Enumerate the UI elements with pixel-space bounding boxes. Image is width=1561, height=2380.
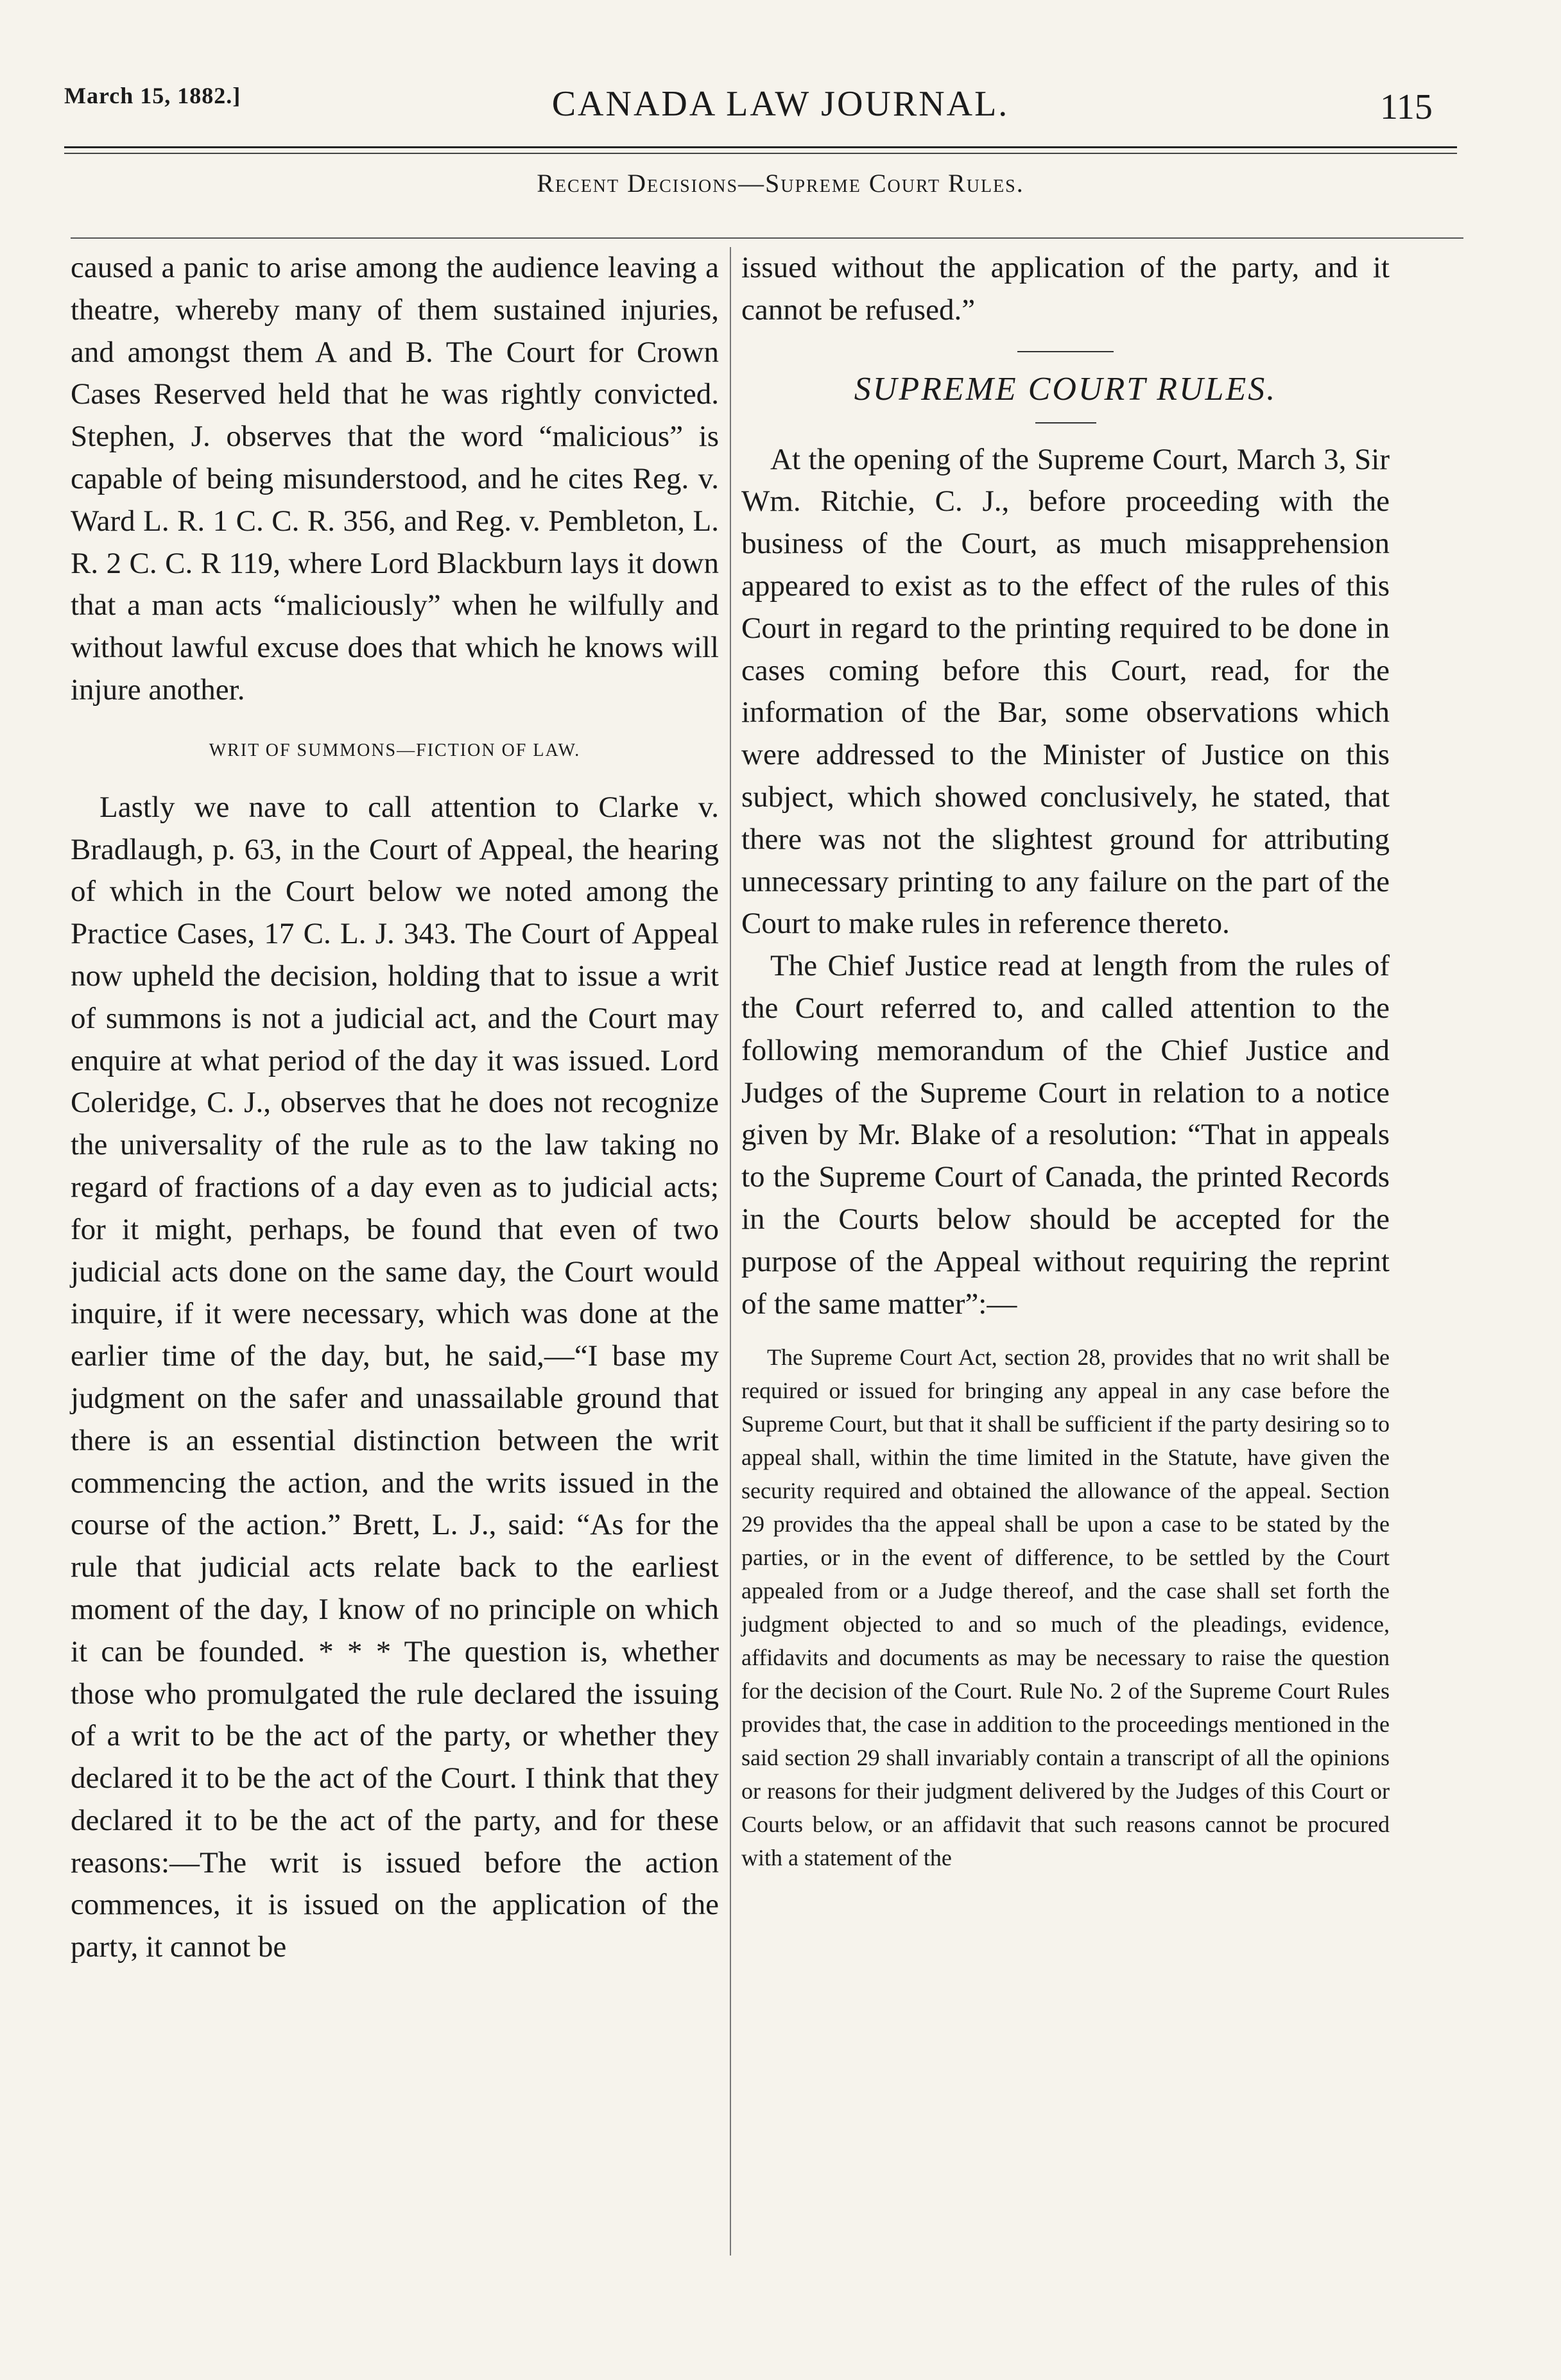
header-rule	[64, 146, 1457, 148]
right-paragraph-3: The Chief Justice read at length from the rules of the Court referred to, and called attention to the following memorandum of the Chief Justice and Judges of the Supreme Court in relation to a notice given by Mr. Blake of a resolution: “That in appeals to the Supreme Court of Canada, the printed Records in the Courts below should be accepted for the purpose of the Appeal without requiring the reprint of the same matter”:—	[741, 949, 1390, 1321]
journal-title: CANADA LAW JOURNAL.	[551, 84, 1010, 124]
column-divider	[730, 247, 731, 2256]
header-date: March 15, 1882.]	[64, 83, 241, 108]
right-column	[741, 247, 1390, 1874]
left-paragraph-2: Lastly we nave to call attention to Clarke v. Bradlaugh, p. 63, in the Court of Appeal, the hearing of which in the Court below we noted among the Practice Cases, 17 C. L. J. 343. The Court of Appeal now upheld the decision, holding that to issue a writ of summons is not a judicial act, and the Court may enquire at what period of the day it was issued. Lord Coleridge, C. J., observes that he does not recognize the universality of the rule as to the law taking no regard of fractions of a day even as to judicial acts; for it might, perhaps, be found that even of two judicial acts done on the same day, the Court would inquire, if it were necessary, which was done at the earlier time of the day, but, he said,—“I base my judgment on the safer and unassailable ground that there is an essential distinction between the writ commencing the action, and the writs issued in the course of the action.” Brett, L. J., said: “As for the rule that judicial acts relate back to the earliest moment of the day, I know of no principle on which it can be founded. * * * The question is, whether those who promulgated the rule declared the issuing of a writ to be the act of the party, or whether they declared it to be the act of the Court. I think that they declared it to be the act of the party, and for these reasons:—The writ is issued before the action commences, it is issued on the application of the party, it cannot be	[71, 790, 719, 1964]
separator-rule	[1017, 351, 1114, 352]
right-paragraph-1: issued without the application of the party, and it cannot be refused.”	[741, 251, 1390, 327]
page-number: 115	[1380, 87, 1433, 127]
supreme-court-rules-heading: SUPREME COURT RULES.	[854, 370, 1277, 407]
running-section-title: Recent Decisions—Supreme Court Rules.	[537, 169, 1024, 198]
left-paragraph-1: caused a panic to arise among the audience leaving a theatre, whereby many of them sustained injuries, and amongst them A and B. The Court for Crown Cases Reserved held that he was rightly convicted. Stephen, J. observes that the word “malicious” is capable of being misunderstood, and he cites Reg. v. Ward L. R. 1 C. C. R. 356, and Reg. v. Pembleton, L. R. 2 C. C. R 119, where Lord Blackburn lays it down that a man acts “maliciously” when he wilfully and without lawful excuse does that which he knows will injure another.	[71, 251, 719, 706]
left-column	[71, 247, 719, 1969]
section-title-rule	[71, 237, 1463, 239]
header-rule-double	[64, 153, 1457, 154]
heading-underline-rule	[1035, 422, 1096, 424]
right-paragraph-2: At the opening of the Supreme Court, March 3, Sir Wm. Ritchie, C. J., before proceeding with the business of the Court, as much misapprehension appeared to exist as to the effect of the rules of this Court in regard to the printing required to be done in cases coming before this Court, read, for the information of the Bar, some observations which were addressed to the Minister of Justice on this subject, which showed conclusively, he stated, that there was not the slightest ground for attributing unnecessary printing to any failure on the part of the Court to make rules in reference thereto.	[741, 442, 1390, 941]
subheading-writ-of-summons: WRIT OF SUMMONS—FICTION OF LAW.	[209, 740, 581, 760]
memorandum-quote: The Supreme Court Act, section 28, provides that no writ shall be required or issued for bringing any appeal in any case before the Supreme Court, but that it shall be sufficient if the party desiring so to appeal shall, within the time limited in the Statute, have given the security required and obtained the allowance of the appeal. Section 29 provides tha the appeal shall be upon a case to be stated by the parties, or in the event of difference, to be settled by the Court appealed from or a Judge thereof, and the case shall set forth the judgment objected to and so much of the pleadings, evidence, affidavits and documents as may be necessary to raise the question for the decision of the Court. Rule No. 2 of the Supreme Court Rules provides that, the case in addition to the proceedings mentioned in the said section 29 shall invariably contain a transcript of all the opinions or reasons for their judgment delivered by the Judges of this Court or Courts below, or an affidavit that such reasons cannot be procured with a statement of the	[741, 1344, 1390, 1871]
